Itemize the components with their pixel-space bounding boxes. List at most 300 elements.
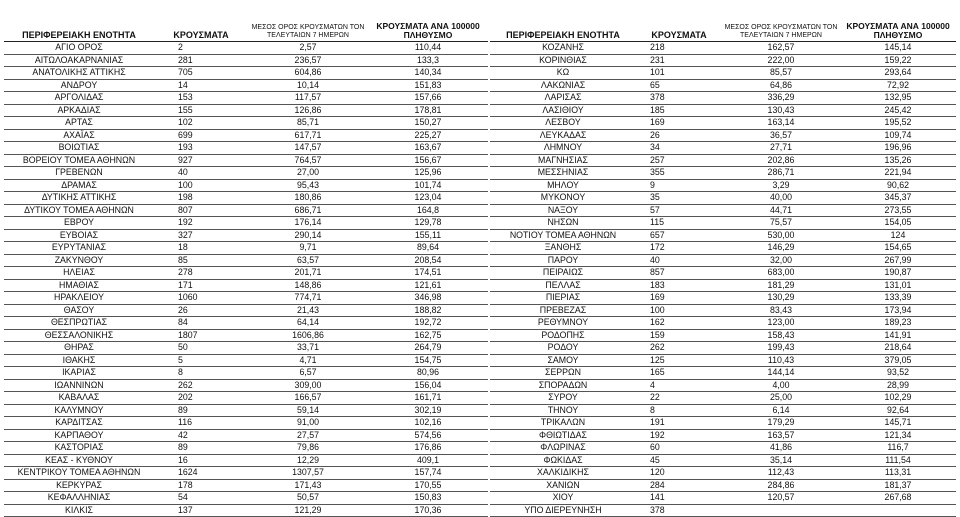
region-name-cell: ΗΡΑΚΛΕΙΟΥ [4,292,154,305]
cases-cell: 8 [154,367,248,380]
avg7-cell: 144,14 [722,367,840,380]
cases-cell: 2 [154,42,248,55]
per100k-cell: 90,62 [840,179,956,192]
table-row [490,367,956,380]
right-cases-table [490,22,956,517]
region-name-cell: ΚΑΒΑΛΑΣ [4,392,154,405]
per100k-cell: 409,1 [368,454,488,467]
region-name-cell: ΚΕΡΚΥΡΑΣ [4,479,154,492]
region-name-cell: ΚΑΛΥΜΝΟΥ [4,404,154,417]
table-row [490,192,956,205]
avg7-cell: 286,71 [722,167,840,180]
avg7-cell: 83,43 [722,304,840,317]
per100k-cell: 170,36 [368,504,488,517]
region-name-cell: ΠΡΕΒΕΖΑΣ [490,304,636,317]
region-name-cell: ΚΑΡΠΑΘΟΥ [4,429,154,442]
avg7-cell: 176,14 [248,217,368,230]
avg7-cell: 41,86 [722,442,840,455]
avg7-cell: 44,71 [722,204,840,217]
cases-cell: 16 [154,454,248,467]
cases-cell: 192 [154,217,248,230]
per100k-cell: 195,52 [840,117,956,130]
per100k-cell: 102,16 [368,417,488,430]
table-row [490,229,956,242]
region-name-cell: ΑΓΙΟ ΟΡΟΣ [4,42,154,55]
region-name-cell: ΚΕΑΣ - ΚΥΘΝΟΥ [4,454,154,467]
table-row [4,204,488,217]
region-name-cell: ΞΑΝΘΗΣ [490,242,636,255]
avg7-cell: 1606,86 [248,329,368,342]
table-row [4,442,488,455]
region-name-cell: ΜΗΛΟΥ [490,179,636,192]
region-name-cell: ΙΚΑΡΙΑΣ [4,367,154,380]
region-name-cell: ΧΑΛΚΙΔΙΚΗΣ [490,467,636,480]
region-name-cell: ΝΑΞΟΥ [490,204,636,217]
cases-cell: 284 [636,479,722,492]
cases-cell: 699 [154,129,248,142]
table-row [4,167,488,180]
cases-cell: 120 [636,467,722,480]
cases-cell: 45 [636,454,722,467]
table-row [490,379,956,392]
cases-cell: 8 [636,404,722,417]
cases-cell: 40 [154,167,248,180]
cases-cell: 159 [636,329,722,342]
table-row [490,54,956,67]
table-row [4,367,488,380]
table-row [4,454,488,467]
region-name-cell: ΑΝΔΡΟΥ [4,79,154,92]
table-row [4,329,488,342]
per100k-cell: 131,01 [840,279,956,292]
per100k-cell: 141,91 [840,329,956,342]
table-row [4,279,488,292]
table-row [490,329,956,342]
region-name-cell: ΦΛΩΡΙΝΑΣ [490,442,636,455]
per100k-cell: 264,79 [368,342,488,355]
per100k-cell: 102,29 [840,392,956,405]
per100k-cell: 156,04 [368,379,488,392]
per100k-cell: 121,61 [368,279,488,292]
per100k-cell: 208,54 [368,254,488,267]
cases-cell: 857 [636,267,722,280]
table-row [490,79,956,92]
table-row [490,104,956,117]
avg7-cell: 27,71 [722,142,840,155]
region-name-cell: ΘΗΡΑΣ [4,342,154,355]
avg7-cell: 130,43 [722,104,840,117]
per100k-cell: 163,67 [368,142,488,155]
avg7-cell: 33,71 [248,342,368,355]
avg7-cell: 158,43 [722,329,840,342]
region-name-cell: ΦΩΚΙΔΑΣ [490,454,636,467]
region-name-cell: ΠΙΕΡΙΑΣ [490,292,636,305]
region-name-cell: ΛΕΥΚΑΔΑΣ [490,129,636,142]
per100k-cell: 345,37 [840,192,956,205]
region-name-cell: ΕΥΡΥΤΑΝΙΑΣ [4,242,154,255]
cases-cell: 101 [636,67,722,80]
region-name-cell: ΕΒΡΟΥ [4,217,154,230]
region-name-cell: ΔΡΑΜΑΣ [4,179,154,192]
per100k-cell: 93,52 [840,367,956,380]
region-name-cell: ΧΙΟΥ [490,492,636,505]
avg7-cell: 3,29 [722,179,840,192]
region-name-cell: ΠΕΛΛΑΣ [490,279,636,292]
avg7-cell: 309,00 [248,379,368,392]
cases-cell: 155 [154,104,248,117]
avg7-cell: 166,57 [248,392,368,405]
table-row [490,142,956,155]
avg7-cell: 91,00 [248,417,368,430]
cases-cell: 102 [154,117,248,130]
per100k-cell: 159,22 [840,54,956,67]
avg7-cell: 21,43 [248,304,368,317]
avg7-column-header: ΜΕΣΟΣ ΟΡΟΣ ΚΡΟΥΣΜΑΤΩΝ ΤΟΝ ΤΕΛΕΥΤΑΙΩΝ 7 ΗΜΕΡΩΝ [248,22,368,42]
region-name-cell: ΑΧΑΪΑΣ [4,129,154,142]
per100k-cell: 181,37 [840,479,956,492]
cases-cell: 18 [154,242,248,255]
avg7-cell: 112,43 [722,467,840,480]
region-name-cell: ΑΡΤΑΣ [4,117,154,130]
cases-cell: 927 [154,154,248,167]
cases-cell: 657 [636,229,722,242]
table-row [4,492,488,505]
table-row [490,129,956,142]
cases-cell: 278 [154,267,248,280]
per100k-cell: 155,11 [368,229,488,242]
avg7-cell: 222,00 [722,54,840,67]
per100k-cell: 125,96 [368,167,488,180]
cases-cell: 85 [154,254,248,267]
avg7-cell: 50,57 [248,492,368,505]
cases-cell: 100 [636,304,722,317]
region-name-cell: ΣΑΜΟΥ [490,354,636,367]
region-name-cell: ΠΑΡΟΥ [490,254,636,267]
table-row [4,179,488,192]
avg7-cell: 130,29 [722,292,840,305]
region-name-cell: ΚΑΣΤΟΡΙΑΣ [4,442,154,455]
avg7-cell: 236,57 [248,54,368,67]
right-table-header [490,22,956,42]
table-row [4,229,488,242]
table-row [490,267,956,280]
table-row [490,92,956,105]
avg7-cell: 179,29 [722,417,840,430]
cases-cell: 5 [154,354,248,367]
table-row [490,42,956,55]
avg7-cell: 27,00 [248,167,368,180]
cases-cell: 257 [636,154,722,167]
per100k-cell: 156,67 [368,154,488,167]
right-table-body [490,42,956,517]
cases-cell: 202 [154,392,248,405]
avg7-cell: 284,86 [722,479,840,492]
per100k-cell: 267,68 [840,492,956,505]
region-name-cell: ΥΠΟ ΔΙΕΡΕΥΝΗΣΗ [490,504,636,517]
cases-cell: 116 [154,417,248,430]
cases-cell: 65 [636,79,722,92]
region-name-cell: ΓΡΕΒΕΝΩΝ [4,167,154,180]
left-cases-table [4,22,488,517]
table-row [4,129,488,142]
per100k-cell: 150,83 [368,492,488,505]
table-row [490,342,956,355]
avg7-column-header: ΜΕΣΟΣ ΟΡΟΣ ΚΡΟΥΣΜΑΤΩΝ ΤΟΝ ΤΕΛΕΥΤΑΙΩΝ 7 ΗΜΕΡΩΝ [722,22,840,42]
region-name-cell: ΔΥΤΙΚΟΥ ΤΟΜΕΑ ΑΘΗΝΩΝ [4,204,154,217]
region-name-cell: ΦΘΙΩΤΙΔΑΣ [490,429,636,442]
per100k-cell: 574,56 [368,429,488,442]
table-row [4,254,488,267]
cases-cell: 218 [636,42,722,55]
table-row [490,279,956,292]
per100k-cell: 178,81 [368,104,488,117]
avg7-cell: 4,00 [722,379,840,392]
avg7-cell: 617,71 [248,129,368,142]
table-row [4,479,488,492]
per100k-cell: 273,55 [840,204,956,217]
cases-cell: 40 [636,254,722,267]
per100k-cell: 346,98 [368,292,488,305]
per100k-cell: 89,64 [368,242,488,255]
region-name-cell: ΒΟΙΩΤΙΑΣ [4,142,154,155]
table-row [4,267,488,280]
region-name-cell: ΚΟΡΙΝΘΙΑΣ [490,54,636,67]
region-name-cell: ΛΗΜΝΟΥ [490,142,636,155]
cases-cell: 100 [154,179,248,192]
avg7-cell: 163,57 [722,429,840,442]
avg7-cell: 9,71 [248,242,368,255]
avg7-cell: 63,57 [248,254,368,267]
table-row [490,117,956,130]
region-name-cell: ΠΕΙΡΑΙΩΣ [490,267,636,280]
avg7-cell: 199,43 [722,342,840,355]
avg7-cell: 148,86 [248,279,368,292]
cases-cell: 183 [636,279,722,292]
per100k-cell: 80,96 [368,367,488,380]
per100k-cell: 133,3 [368,54,488,67]
table-row [4,192,488,205]
region-name-cell: ΕΥΒΟΙΑΣ [4,229,154,242]
cases-cell: 171 [154,279,248,292]
per100k-cell: 161,71 [368,392,488,405]
per100k-cell: 192,72 [368,317,488,330]
avg7-cell: 64,86 [722,79,840,92]
cases-cell: 14 [154,79,248,92]
per100k-cell: 154,75 [368,354,488,367]
region-name-cell: ΛΑΣΙΘΙΟΥ [490,104,636,117]
table-row [4,79,488,92]
cases-cell: 162 [636,317,722,330]
per100k-cell: 174,51 [368,267,488,280]
avg7-cell: 85,57 [722,67,840,80]
region-name-cell: ΚΕΦΑΛΛΗΝΙΑΣ [4,492,154,505]
avg7-cell: 336,29 [722,92,840,105]
region-name-cell: ΤΗΝΟΥ [490,404,636,417]
avg7-cell: 40,00 [722,192,840,205]
table-row [4,217,488,230]
per100k-cell: 164,8 [368,204,488,217]
avg7-cell: 25,00 [722,392,840,405]
table-row [4,379,488,392]
per100k-cell: 218,64 [840,342,956,355]
per100k-cell: 28,99 [840,379,956,392]
region-name-cell: ΜΕΣΣΗΝΙΑΣ [490,167,636,180]
avg7-cell: 59,14 [248,404,368,417]
per100k-column-header: ΚΡΟΥΣΜΑΤΑ ΑΝΑ 100000 ΠΛΗΘΥΣΜΟ [840,22,956,42]
table-row [4,142,488,155]
avg7-cell: 181,29 [722,279,840,292]
cases-cell: 42 [154,429,248,442]
table-row [490,392,956,405]
avg7-cell: 95,43 [248,179,368,192]
table-row [490,242,956,255]
table-row [490,479,956,492]
cases-cell: 807 [154,204,248,217]
table-row [490,492,956,505]
per100k-cell: 124 [840,229,956,242]
per100k-cell: 293,64 [840,67,956,80]
table-row [4,417,488,430]
region-name-cell: ΘΕΣΠΡΩΤΙΑΣ [4,317,154,330]
region-name-cell: ΣΠΟΡΑΔΩΝ [490,379,636,392]
cases-cell: 327 [154,229,248,242]
table-row [490,292,956,305]
per100k-cell: 135,26 [840,154,956,167]
cases-cell: 153 [154,92,248,105]
table-row [4,392,488,405]
per100k-cell: 132,95 [840,92,956,105]
per100k-cell: 121,34 [840,429,956,442]
table-row [4,467,488,480]
per100k-cell: 111,54 [840,454,956,467]
avg7-cell: 180,86 [248,192,368,205]
cases-cell: 125 [636,354,722,367]
region-name-cell: ΚΑΡΔΙΤΣΑΣ [4,417,154,430]
region-name-cell: ΡΟΔΟΠΗΣ [490,329,636,342]
per100k-cell: 123,04 [368,192,488,205]
cases-cell: 115 [636,217,722,230]
region-name-cell: ΑΡΓΟΛΙΔΑΣ [4,92,154,105]
avg7-cell: 604,86 [248,67,368,80]
region-name-cell: ΒΟΡΕΙΟΥ ΤΟΜΕΑ ΑΘΗΝΩΝ [4,154,154,167]
per100k-cell: 151,83 [368,79,488,92]
region-name-cell: ΛΕΣΒΟΥ [490,117,636,130]
table-row [490,204,956,217]
region-name-cell: ΖΑΚΥΝΘΟΥ [4,254,154,267]
table-row [490,254,956,267]
cases-cell: 60 [636,442,722,455]
region-name-cell: ΤΡΙΚΑΛΩΝ [490,417,636,430]
avg7-cell: 121,29 [248,504,368,517]
avg7-cell: 686,71 [248,204,368,217]
region-name-cell: ΝΗΣΩΝ [490,217,636,230]
cases-cell: 178 [154,479,248,492]
table-row [490,167,956,180]
per100k-cell [840,504,956,517]
table-row [4,154,488,167]
per100k-cell: 173,94 [840,304,956,317]
table-row [4,504,488,517]
per100k-cell: 157,66 [368,92,488,105]
region-name-cell: ΚΕΝΤΡΙΚΟΥ ΤΟΜΕΑ ΑΘΗΝΩΝ [4,467,154,480]
region-name-cell: ΗΜΑΘΙΑΣ [4,279,154,292]
region-name-cell: ΜΥΚΟΝΟΥ [490,192,636,205]
per100k-cell: 379,05 [840,354,956,367]
avg7-cell: 290,14 [248,229,368,242]
per100k-cell: 109,74 [840,129,956,142]
avg7-cell: 64,14 [248,317,368,330]
table-row [4,342,488,355]
left-table-panel [4,22,488,517]
avg7-cell: 85,71 [248,117,368,130]
region-column-header: ΠΕΡΙΦΕΡΕΙΑΚΗ ΕΝΟΤΗΤΑ [4,22,154,42]
avg7-cell: 4,71 [248,354,368,367]
per100k-cell: 129,78 [368,217,488,230]
per100k-column-header: ΚΡΟΥΣΜΑΤΑ ΑΝΑ 100000 ΠΛΗΘΥΣΜΟ [368,22,488,42]
cases-cell: 26 [636,129,722,142]
per100k-cell: 225,27 [368,129,488,142]
cases-cell: 1807 [154,329,248,342]
cases-cell: 378 [636,92,722,105]
avg7-cell: 6,14 [722,404,840,417]
cases-cell: 165 [636,367,722,380]
table-row [4,117,488,130]
per100k-cell: 190,87 [840,267,956,280]
avg7-cell: 764,57 [248,154,368,167]
region-name-cell: ΔΥΤΙΚΗΣ ΑΤΤΙΚΗΣ [4,192,154,205]
avg7-cell: 27,57 [248,429,368,442]
per100k-cell: 145,14 [840,42,956,55]
region-name-cell: ΣΕΡΡΩΝ [490,367,636,380]
cases-cell: 262 [154,379,248,392]
cases-cell: 172 [636,242,722,255]
right-table-panel [490,22,956,517]
per100k-cell: 196,96 [840,142,956,155]
avg7-cell: 126,86 [248,104,368,117]
per100k-cell: 245,42 [840,104,956,117]
avg7-cell: 123,00 [722,317,840,330]
per100k-cell: 302,19 [368,404,488,417]
table-row [4,104,488,117]
region-name-cell: ΡΕΘΥΜΝΟΥ [490,317,636,330]
region-name-cell: ΘΑΣΟΥ [4,304,154,317]
avg7-cell: 530,00 [722,229,840,242]
per100k-cell: 113,31 [840,467,956,480]
region-name-cell: ΙΘΑΚΗΣ [4,354,154,367]
region-name-cell: ΚΩ [490,67,636,80]
per100k-cell: 133,39 [840,292,956,305]
cases-cell: 193 [154,142,248,155]
per100k-cell: 170,55 [368,479,488,492]
cases-cell: 185 [636,104,722,117]
avg7-cell: 201,71 [248,267,368,280]
region-name-cell: ΑΙΤΩΛΟΑΚΑΡΝΑΝΙΑΣ [4,54,154,67]
region-name-cell: ΙΩΑΝΝΙΝΩΝ [4,379,154,392]
region-name-cell: ΣΥΡΟΥ [490,392,636,405]
cases-cell: 378 [636,504,722,517]
cases-cell: 137 [154,504,248,517]
avg7-cell: 202,86 [722,154,840,167]
cases-cell: 57 [636,204,722,217]
per100k-cell: 221,94 [840,167,956,180]
table-row [490,179,956,192]
region-name-cell: ΚΟΖΑΝΗΣ [490,42,636,55]
cases-cell: 281 [154,54,248,67]
cases-cell: 26 [154,304,248,317]
per100k-cell: 157,74 [368,467,488,480]
per100k-cell: 92,64 [840,404,956,417]
cases-cell: 1624 [154,467,248,480]
